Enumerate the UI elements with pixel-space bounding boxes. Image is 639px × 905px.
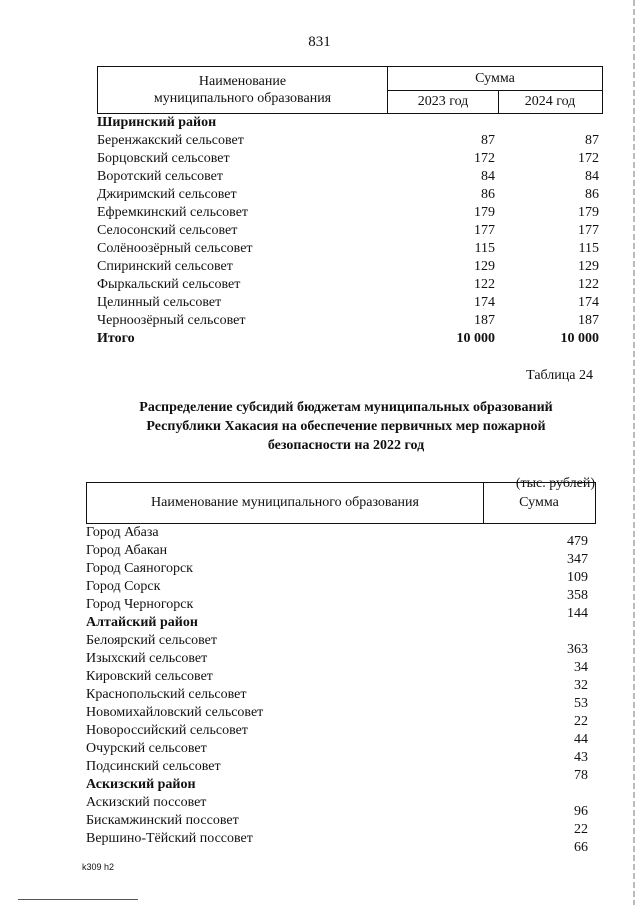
row-value-2023: 84 — [481, 169, 495, 184]
row-name: Итого — [97, 331, 135, 346]
footer-code: k309 h2 — [82, 862, 115, 872]
row-name: Фыркальский сельсовет — [97, 277, 241, 292]
row-value: 22 — [574, 822, 588, 837]
row-value: 22 — [574, 714, 588, 729]
table-row — [97, 150, 603, 168]
row-name: Бискамжинский поссовет — [86, 813, 239, 828]
row-name: Аскизский поссовет — [86, 795, 207, 810]
row-value: 44 — [574, 732, 588, 747]
row-value-2024: 10 000 — [560, 331, 599, 346]
row-name: Спиринский сельсовет — [97, 259, 233, 274]
title-line: Распределение субсидий бюджетам муниципальных образований — [139, 400, 553, 415]
row-name: Новомихайловский сельсовет — [86, 705, 264, 720]
section-title — [96, 398, 596, 455]
row-name: Кировский сельсовет — [86, 669, 213, 684]
row-name: Город Саяногорск — [86, 561, 193, 576]
row-name: Город Сорск — [86, 579, 161, 594]
table-row — [86, 794, 596, 819]
row-value-2024: 187 — [578, 313, 599, 328]
row-value-2024: 179 — [578, 205, 599, 220]
table-2022 — [86, 482, 596, 855]
table-row — [86, 668, 596, 693]
table-row — [86, 812, 596, 837]
row-name: Борцовский сельсовет — [97, 151, 230, 166]
row-value-2024: 174 — [578, 295, 599, 310]
row-name: Аскизский район — [86, 777, 196, 792]
table-row — [97, 276, 603, 294]
table-row — [97, 240, 603, 258]
row-value: 43 — [574, 750, 588, 765]
row-name: Алтайский район — [86, 615, 198, 630]
page-number: 831 — [308, 34, 331, 50]
table-row — [97, 132, 603, 150]
row-value: 109 — [567, 570, 588, 585]
row-value-2023: 179 — [474, 205, 495, 220]
table-body — [86, 524, 596, 855]
row-name: Новороссийский сельсовет — [86, 723, 248, 738]
table-header — [86, 482, 596, 524]
row-value: 479 — [567, 534, 588, 549]
table-row — [86, 650, 596, 675]
row-name: Вершино-Тёйский поссовет — [86, 831, 253, 846]
table-row — [97, 114, 603, 132]
row-name: Город Черногорск — [86, 597, 194, 612]
row-name: Джиримский сельсовет — [97, 187, 237, 202]
row-value-2023: 10 000 — [456, 331, 495, 346]
table-2023-2024 — [97, 66, 603, 348]
column-header-sum: Сумма — [388, 67, 602, 91]
row-name: Город Абакан — [86, 543, 168, 558]
table-body — [97, 114, 603, 348]
row-value-2023: 187 — [474, 313, 495, 328]
header-name-line1: Наименование — [198, 74, 287, 89]
row-name: Очурский сельсовет — [86, 741, 207, 756]
row-value: 347 — [567, 552, 588, 567]
table-row — [86, 524, 596, 549]
row-name: Беренжакский сельсовет — [97, 133, 244, 148]
table-row — [97, 312, 603, 330]
row-value-2023: 115 — [474, 241, 495, 256]
row-value: 363 — [567, 642, 588, 657]
table-row — [97, 168, 603, 186]
row-value: 53 — [574, 696, 588, 711]
row-name: Краснопольский сельсовет — [86, 687, 247, 702]
table-row — [86, 578, 596, 603]
title-line: безопасности на 2022 год — [267, 438, 425, 453]
table-row — [97, 222, 603, 240]
row-name: Ефремкинский сельсовет — [97, 205, 249, 220]
row-value-2023: 86 — [481, 187, 495, 202]
row-value-2024: 84 — [585, 169, 599, 184]
row-value: 78 — [574, 768, 588, 783]
column-header-name: Наименование муниципального образования — [87, 483, 484, 523]
column-header-2023: 2023 год — [388, 90, 499, 113]
column-header-name — [98, 67, 388, 113]
row-value-2023: 87 — [481, 133, 495, 148]
header-name-line2: муниципального образования — [153, 91, 332, 106]
title-line: Республики Хакасия на обеспечение первичных мер пожарной — [146, 419, 546, 434]
row-value: 66 — [574, 840, 588, 855]
table-row — [97, 294, 603, 312]
row-value-2024: 177 — [578, 223, 599, 238]
column-header-sum: Сумма — [519, 495, 559, 510]
table-row — [86, 596, 596, 621]
table-row — [86, 560, 596, 585]
row-name: Воротский сельсовет — [97, 169, 223, 184]
row-value-2024: 172 — [578, 151, 599, 166]
row-value: 34 — [574, 660, 588, 675]
row-value-2024: 87 — [585, 133, 599, 148]
scan-edge — [633, 0, 635, 905]
table-number-label: Таблица 24 — [526, 368, 593, 383]
row-value: 358 — [567, 588, 588, 603]
table-row — [86, 686, 596, 711]
row-value-2023: 172 — [474, 151, 495, 166]
table-row — [97, 258, 603, 276]
row-value: 32 — [574, 678, 588, 693]
units-label: (тыс. рублей) — [515, 476, 595, 491]
table-row — [97, 330, 603, 348]
row-name: Черноозёрный сельсовет — [97, 313, 246, 328]
row-value-2023: 177 — [474, 223, 495, 238]
row-name: Целинный сельсовет — [97, 295, 222, 310]
table-row — [86, 830, 596, 855]
table-row — [86, 758, 596, 783]
row-value: 96 — [574, 804, 588, 819]
row-value-2024: 129 — [578, 259, 599, 274]
row-name: Солёноозёрный сельсовет — [97, 241, 253, 256]
table-row — [86, 740, 596, 765]
row-name: Белоярский сельсовет — [86, 633, 217, 648]
table-row — [86, 542, 596, 567]
table-row — [86, 776, 596, 794]
row-name: Ширинский район — [97, 115, 217, 130]
row-value-2023: 174 — [474, 295, 495, 310]
table-row — [86, 614, 596, 632]
table-row — [86, 632, 596, 657]
table-row — [86, 722, 596, 747]
row-value-2023: 122 — [474, 277, 495, 292]
row-value-2024: 122 — [578, 277, 599, 292]
row-name: Селосонский сельсовет — [97, 223, 238, 238]
table-row — [97, 204, 603, 222]
row-name: Подсинский сельсовет — [86, 759, 221, 774]
row-name: Изыхский сельсовет — [86, 651, 208, 666]
row-value-2024: 86 — [585, 187, 599, 202]
row-value-2023: 129 — [474, 259, 495, 274]
table-row — [86, 704, 596, 729]
row-value: 144 — [567, 606, 588, 621]
row-name: Город Абаза — [86, 525, 159, 540]
table-row — [97, 186, 603, 204]
row-value-2024: 115 — [578, 241, 599, 256]
column-header-2024: 2024 год — [524, 94, 576, 109]
bottom-rule — [18, 899, 138, 900]
table-header — [97, 66, 603, 114]
